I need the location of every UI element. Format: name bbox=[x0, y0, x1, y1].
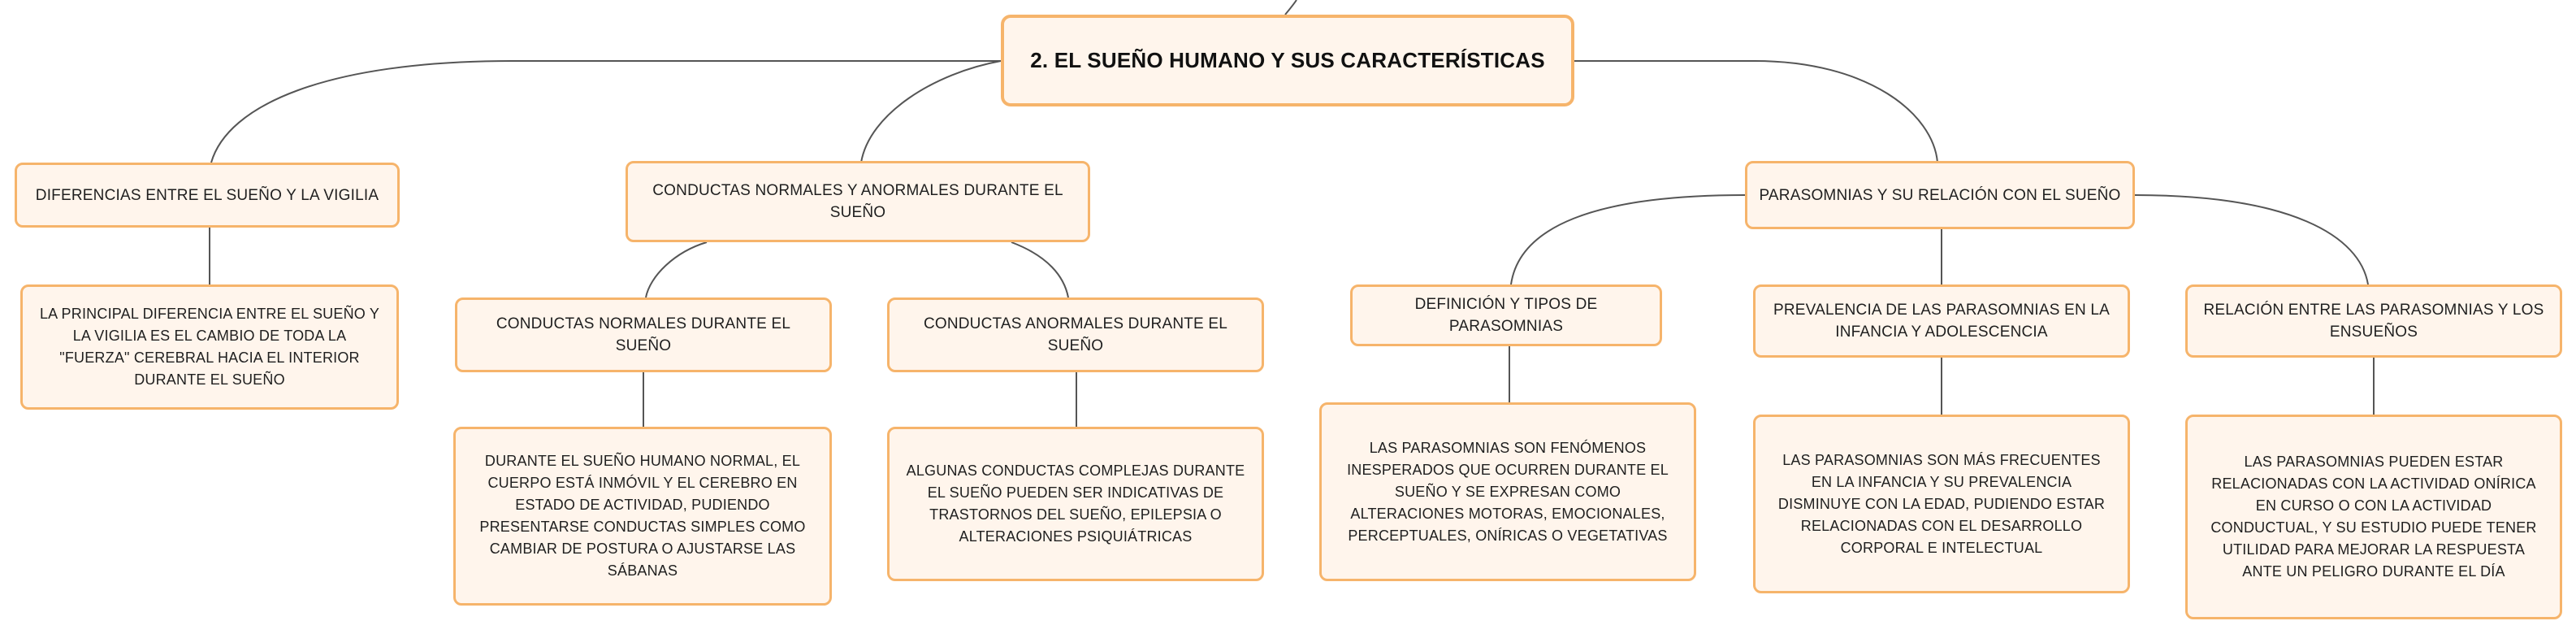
connector-parasomnias-to-definicion bbox=[1511, 195, 1745, 284]
node-relacion-detail[interactable]: LAS PARASOMNIAS PUEDEN ESTAR RELACIONADAS CON LA ACTIVIDAD ONÍRICA EN CURSO O CON LA ACTIVIDAD CONDUCTUAL, Y SU ESTUDIO PUEDE TENER UTILIDAD PARA MEJORAR LA RESPUESTA ANTE UN PELIGRO DURANTE EL DÍA bbox=[2185, 415, 2562, 619]
node-conductas-anormales[interactable]: CONDUCTAS ANORMALES DURANTE EL SUEÑO bbox=[887, 297, 1264, 372]
connector-conductas-to-anormales bbox=[1011, 242, 1068, 297]
node-conductas-anormales-detail[interactable]: ALGUNAS CONDUCTAS COMPLEJAS DURANTE EL SUEÑO PUEDEN SER INDICATIVAS DE TRASTORNOS DEL SUEÑO, EPILEPSIA O ALTERACIONES PSIQUIÁTRICAS bbox=[887, 427, 1264, 581]
connector-root-to-vigilia bbox=[211, 61, 1001, 163]
node-diferencias-sueno-vigilia[interactable]: DIFERENCIAS ENTRE EL SUEÑO Y LA VIGILIA bbox=[15, 163, 400, 228]
node-diferencias-detail[interactable]: LA PRINCIPAL DIFERENCIA ENTRE EL SUEÑO Y LA VIGILIA ES EL CAMBIO DE TODA LA "FUERZA" CEREBRAL HACIA EL INTERIOR DURANTE EL SUEÑO bbox=[20, 284, 399, 410]
connector-root-to-parasomnias bbox=[1574, 61, 1937, 163]
root-node[interactable]: 2. EL SUEÑO HUMANO Y SUS CARACTERÍSTICAS bbox=[1001, 15, 1574, 106]
node-prevalencia[interactable]: PREVALENCIA DE LAS PARASOMNIAS EN LA INFANCIA Y ADOLESCENCIA bbox=[1753, 284, 2130, 358]
connector-root-top bbox=[1285, 0, 1297, 15]
node-conductas-normales-detail[interactable]: DURANTE EL SUEÑO HUMANO NORMAL, EL CUERPO ESTÁ INMÓVIL Y EL CEREBRO EN ESTADO DE ACTIVIDAD, PUDIENDO PRESENTARSE CONDUCTAS SIMPLES COMO CAMBIAR DE POSTURA O AJUSTARSE LAS SÁBANAS bbox=[453, 427, 832, 606]
node-prevalencia-detail[interactable]: LAS PARASOMNIAS SON MÁS FRECUENTES EN LA INFANCIA Y SU PREVALENCIA DISMINUYE CON LA EDAD, PUDIENDO ESTAR RELACIONADAS CON EL DESARROLLO CORPORAL E INTELECTUAL bbox=[1753, 415, 2130, 593]
node-conductas-normales-anormales[interactable]: CONDUCTAS NORMALES Y ANORMALES DURANTE EL SUEÑO bbox=[626, 161, 1090, 242]
node-definicion-detail[interactable]: LAS PARASOMNIAS SON FENÓMENOS INESPERADOS QUE OCURREN DURANTE EL SUEÑO Y SE EXPRESAN COMO ALTERACIONES MOTORAS, EMOCIONALES, PERCEPTUALES, ONÍRICAS O VEGETATIVAS bbox=[1319, 402, 1696, 581]
node-parasomnias[interactable]: PARASOMNIAS Y SU RELACIÓN CON EL SUEÑO bbox=[1745, 161, 2135, 229]
connector-parasomnias-to-relacion bbox=[2135, 195, 2368, 284]
connector-root-to-conductas bbox=[861, 61, 1001, 163]
node-conductas-normales[interactable]: CONDUCTAS NORMALES DURANTE EL SUEÑO bbox=[455, 297, 832, 372]
connector-conductas-to-normales bbox=[646, 242, 707, 297]
node-definicion-tipos[interactable]: DEFINICIÓN Y TIPOS DE PARASOMNIAS bbox=[1350, 284, 1662, 346]
node-relacion-ensuenos[interactable]: RELACIÓN ENTRE LAS PARASOMNIAS Y LOS ENSUEÑOS bbox=[2185, 284, 2562, 358]
